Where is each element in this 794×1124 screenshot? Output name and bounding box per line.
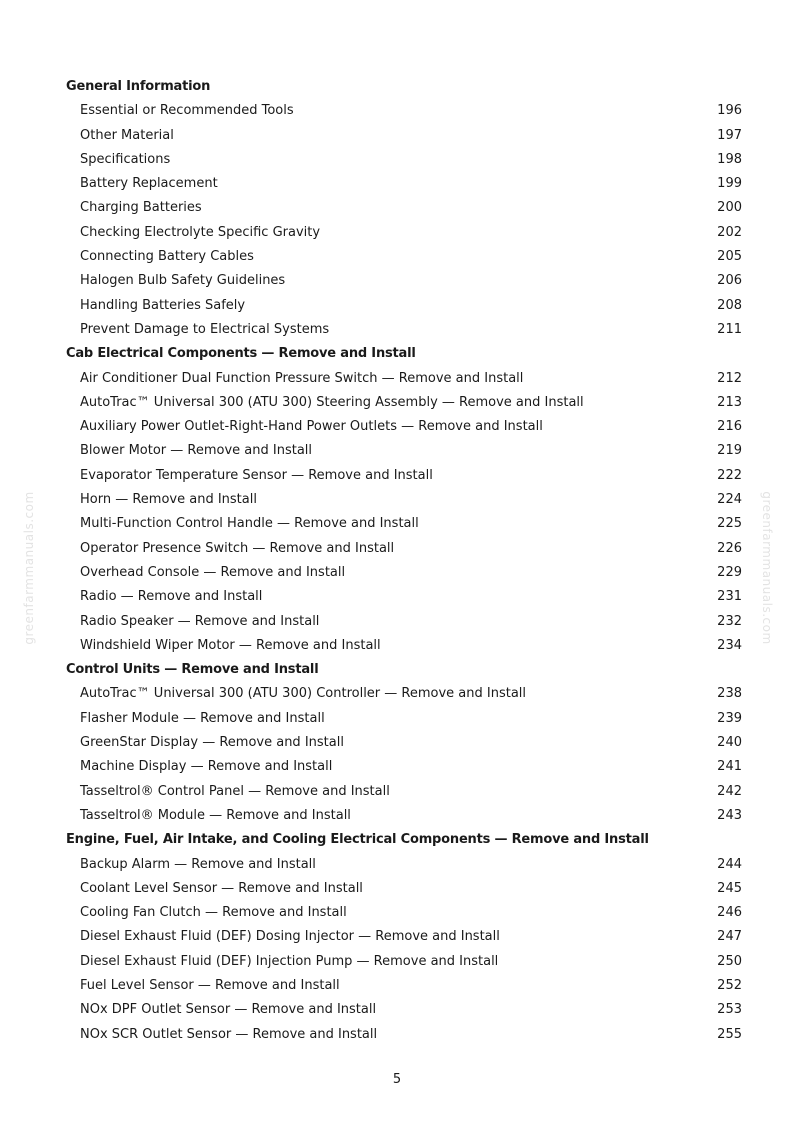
toc-entry-page: 232 — [717, 613, 742, 629]
section-heading: General Information — [66, 79, 211, 94]
toc-entry-page: 253 — [717, 1002, 742, 1018]
toc-entry-title: Specifications — [80, 151, 171, 167]
toc-entry-page: 216 — [717, 419, 742, 435]
toc-entry-page: 252 — [717, 977, 742, 993]
toc-entry-page: 250 — [717, 953, 742, 969]
toc-entry[interactable] — [66, 804, 742, 828]
toc-entry-title: Cooling Fan Clutch — Remove and Install — [80, 905, 347, 921]
toc-entry-page: 213 — [717, 394, 742, 410]
toc-entry[interactable] — [66, 415, 742, 439]
toc-entry-page: 225 — [717, 516, 742, 532]
toc-entry[interactable] — [66, 439, 742, 463]
toc-entry[interactable] — [66, 925, 742, 949]
toc-entry-title: NOx DPF Outlet Sensor — Remove and Install — [80, 1002, 377, 1018]
toc-entry-title: Radio Speaker — Remove and Install — [80, 613, 320, 629]
toc-entry[interactable] — [66, 610, 742, 634]
toc-entry[interactable] — [66, 998, 742, 1022]
toc-entry-title: Flasher Module — Remove and Install — [80, 710, 325, 726]
toc-entry-page: 241 — [717, 759, 742, 775]
section-heading: Cab Electrical Components — Remove and Install — [66, 346, 416, 362]
toc-entry-page: 234 — [717, 637, 742, 653]
toc-entry-page: 198 — [717, 151, 742, 167]
toc-entry-title: Auxiliary Power Outlet-Right-Hand Power Outlets — Remove and Install — [80, 419, 543, 435]
toc-entry[interactable] — [66, 294, 742, 318]
toc-entry[interactable] — [66, 124, 742, 148]
toc-entry-title: Connecting Battery Cables — [80, 249, 254, 265]
toc-entry-title: Horn — Remove and Install — [80, 492, 257, 508]
toc-entry[interactable] — [66, 1023, 742, 1047]
toc-entry-page: 222 — [717, 467, 742, 483]
toc-entry[interactable] — [66, 731, 742, 755]
toc-entry[interactable] — [66, 367, 742, 391]
toc-entry[interactable] — [66, 974, 742, 998]
toc-entry-title: Blower Motor — Remove and Install — [80, 443, 313, 459]
toc-entry-title: Backup Alarm — Remove and Install — [80, 856, 316, 872]
toc-entry-page: 199 — [717, 176, 742, 192]
toc-entry[interactable] — [66, 148, 742, 172]
toc-entry-page: 197 — [717, 127, 742, 143]
toc-entry[interactable] — [66, 634, 742, 658]
toc-entry[interactable] — [66, 585, 742, 609]
toc-entry-page: 229 — [717, 564, 742, 580]
table-of-contents — [66, 75, 742, 1047]
toc-entry-page: 240 — [717, 735, 742, 751]
toc-entry-page: 242 — [717, 783, 742, 799]
toc-entry-title: Overhead Console — Remove and Install — [80, 564, 346, 580]
toc-entry-page: 255 — [717, 1026, 742, 1042]
toc-entry-page: 247 — [717, 929, 742, 945]
toc-entry[interactable] — [66, 221, 742, 245]
toc-entry-page: 244 — [717, 856, 742, 872]
watermark-left: greenfarmmanuals.com — [22, 491, 36, 645]
toc-entry[interactable] — [66, 877, 742, 901]
toc-entry-page: 205 — [717, 249, 742, 265]
toc-entry-page: 243 — [717, 807, 742, 823]
toc-entry-page: 212 — [717, 370, 742, 386]
toc-entry-title: Checking Electrolyte Specific Gravity — [80, 224, 321, 240]
toc-entry-title: Radio — Remove and Install — [80, 589, 263, 605]
toc-entry-page: 239 — [717, 710, 742, 726]
toc-entry[interactable] — [66, 196, 742, 220]
toc-entry[interactable] — [66, 561, 742, 585]
toc-entry-title: Evaporator Temperature Sensor — Remove and Install — [80, 467, 433, 483]
toc-entry-page: 211 — [717, 321, 742, 337]
toc-entry-title: Halogen Bulb Safety Guidelines — [80, 273, 286, 289]
toc-entry[interactable] — [66, 464, 742, 488]
toc-entry-title: NOx SCR Outlet Sensor — Remove and Install — [80, 1026, 378, 1042]
toc-entry-page: 224 — [717, 492, 742, 508]
toc-entry-title: GreenStar Display — Remove and Install — [80, 735, 344, 751]
toc-entry-title: Diesel Exhaust Fluid (DEF) Dosing Injector — Remove and Install — [80, 929, 500, 945]
toc-entry-title: Fuel Level Sensor — Remove and Install — [80, 977, 340, 993]
toc-entry-title: Other Material — [80, 127, 174, 143]
toc-entry-title: Charging Batteries — [80, 200, 202, 216]
toc-entry-page: 208 — [717, 297, 742, 313]
toc-entry[interactable] — [66, 853, 742, 877]
toc-entry[interactable] — [66, 318, 742, 342]
toc-entry-title: Diesel Exhaust Fluid (DEF) Injection Pump — Remove and Install — [80, 953, 499, 969]
toc-entry[interactable] — [66, 512, 742, 536]
toc-entry-page: 245 — [717, 880, 742, 896]
toc-entry[interactable] — [66, 172, 742, 196]
toc-entry-page: 231 — [717, 589, 742, 605]
toc-entry-title: Tasseltrol® Control Panel — Remove and Install — [80, 783, 390, 799]
toc-entry-page: 206 — [717, 273, 742, 289]
toc-entry-page: 238 — [717, 686, 742, 702]
toc-entry-title: Air Conditioner Dual Function Pressure Switch — Remove and Install — [80, 370, 524, 386]
toc-entry-title: Handling Batteries Safely — [80, 297, 246, 313]
toc-entry-title: Prevent Damage to Electrical Systems — [80, 321, 330, 337]
toc-entry-page: 200 — [717, 200, 742, 216]
toc-entry-title: AutoTrac™ Universal 300 (ATU 300) Steering Assembly — Remove and Install — [80, 394, 584, 410]
toc-entry[interactable] — [66, 269, 742, 293]
toc-entry-page: 202 — [717, 224, 742, 240]
toc-entry[interactable] — [66, 537, 742, 561]
toc-entry[interactable] — [66, 780, 742, 804]
toc-entry-title: Coolant Level Sensor — Remove and Install — [80, 880, 363, 896]
toc-entry[interactable] — [66, 488, 742, 512]
toc-entry-page: 246 — [717, 905, 742, 921]
toc-entry-page: 219 — [717, 443, 742, 459]
toc-entry[interactable] — [66, 245, 742, 269]
toc-entry-title: Battery Replacement — [80, 176, 218, 192]
toc-entry[interactable] — [66, 99, 742, 123]
toc-entry[interactable] — [66, 391, 742, 415]
toc-entry-title: Machine Display — Remove and Install — [80, 759, 333, 775]
toc-entry[interactable] — [66, 707, 742, 731]
toc-entry-title: Operator Presence Switch — Remove and Install — [80, 540, 395, 556]
toc-entry[interactable] — [66, 901, 742, 925]
section-heading: Engine, Fuel, Air Intake, and Cooling Electrical Components — Remove and Install — [66, 832, 649, 848]
toc-entry-title: Essential or Recommended Tools — [80, 103, 294, 119]
toc-entry-page: 196 — [717, 103, 742, 119]
page-number: 5 — [392, 1072, 402, 1087]
toc-entry-title: Windshield Wiper Motor — Remove and Install — [80, 637, 381, 653]
toc-entry[interactable] — [66, 682, 742, 706]
toc-entry-title: Multi-Function Control Handle — Remove and Install — [80, 516, 419, 532]
toc-entry[interactable] — [66, 755, 742, 779]
toc-entry-title: AutoTrac™ Universal 300 (ATU 300) Controller — Remove and Install — [80, 686, 527, 702]
toc-entry[interactable] — [66, 950, 742, 974]
section-heading: Control Units — Remove and Install — [66, 662, 319, 678]
watermark-right: greenfarmmanuals.com — [760, 491, 774, 645]
toc-entry-title: Tasseltrol® Module — Remove and Install — [80, 807, 351, 823]
toc-entry-page: 226 — [717, 540, 742, 556]
